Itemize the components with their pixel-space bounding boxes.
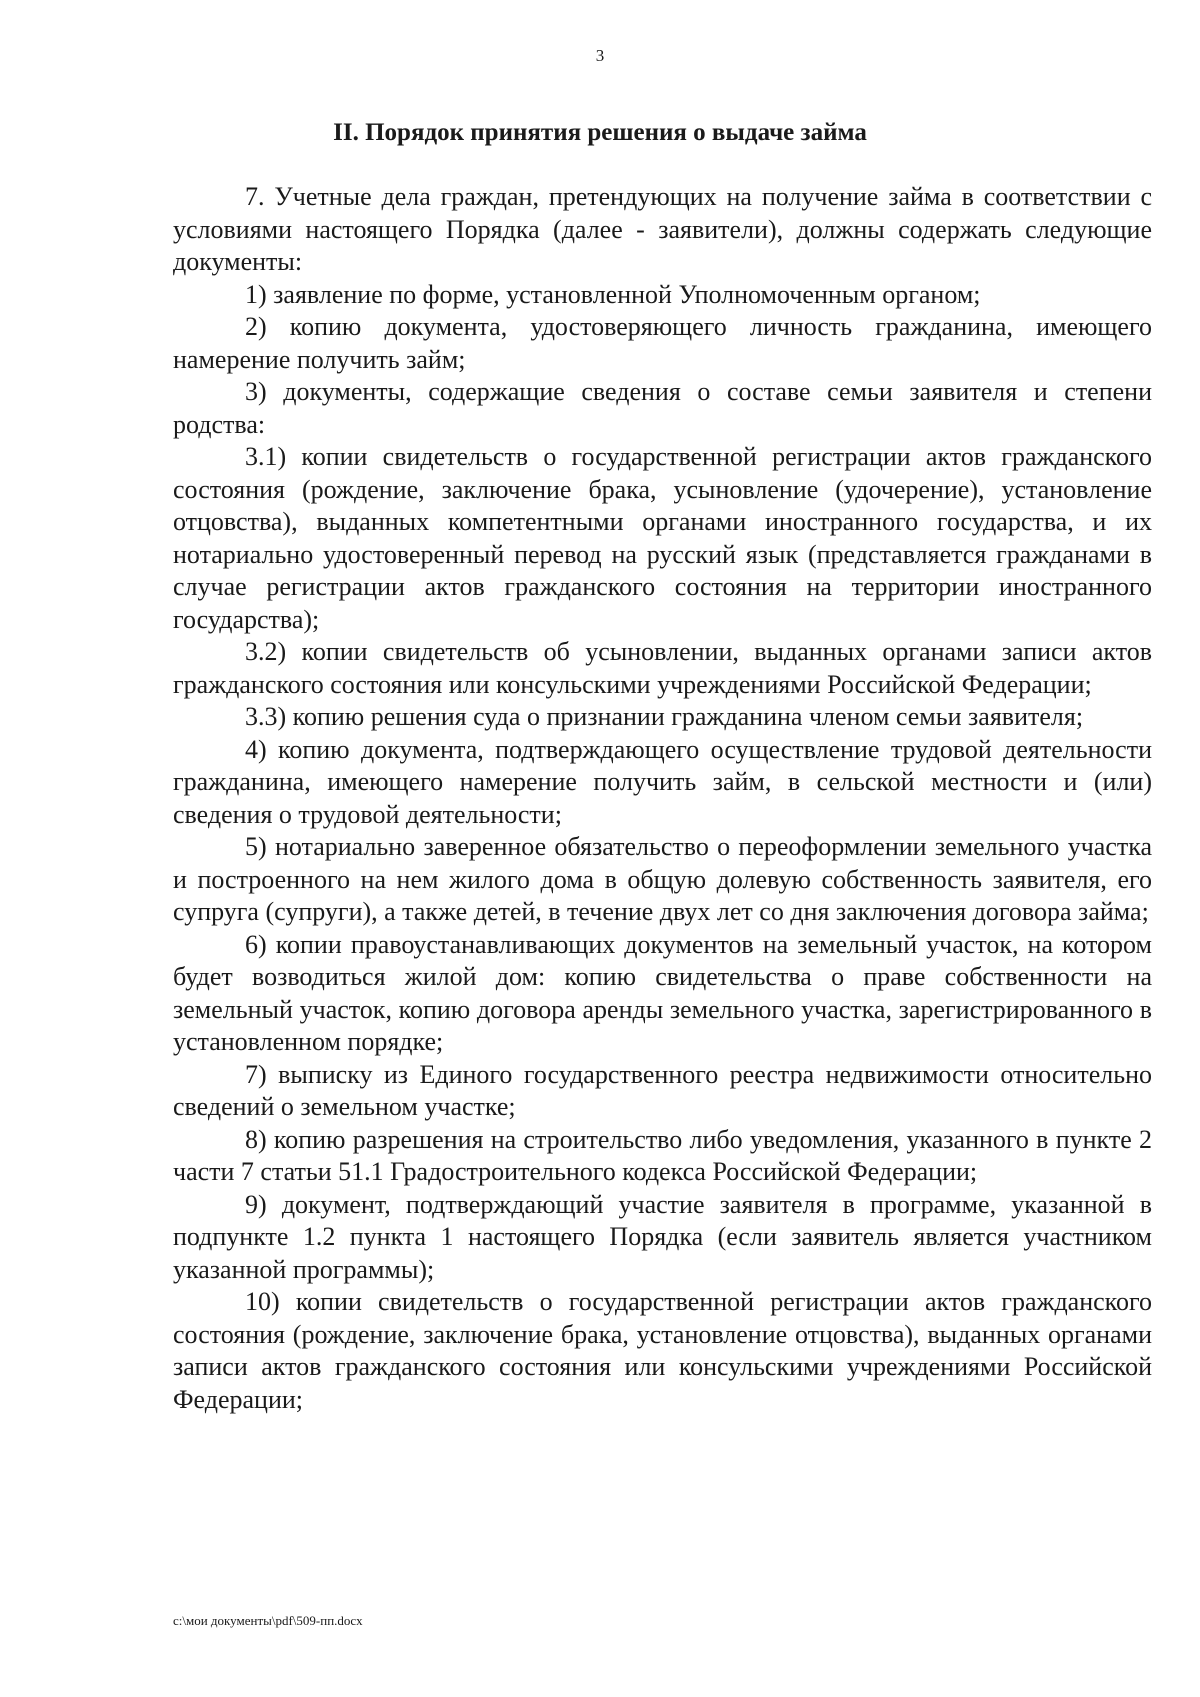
item-7: 7) выписку из Единого государственного реестра недвижимости относительно сведений о земельном участке; [173,1059,1152,1121]
section-title: II. Порядок принятия решения о выдаче займа [333,119,867,146]
item-10: 10) копии свидетельств о государственной регистрации актов гражданского состояния (рождение, заключение брака, установление отцовства), выданных органами записи актов гражданского состояния или консульскими учреждениями Российской Федерации; [173,1287,1152,1414]
item-5: 5) нотариально заверенное обязательство о переоформлении земельного участка и построенного на нем жилого дома в общую долевую собственность заявителя, его супруга (супруги), а также детей, в течение двух лет со дня заключения договора займа; [173,832,1152,926]
item-2: 2) копию документа, удостоверяющего личность гражданина, имеющего намерение получить займ; [173,312,1152,374]
item-3-2: 3.2) копии свидетельств об усыновлении, выданных органами записи актов гражданского состояния или консульскими учреждениями Российской Федерации; [173,637,1152,699]
item-9: 9) документ, подтверждающий участие заявителя в программе, указанной в подпункте 1.2 пункта 1 настоящего Порядка (если заявитель является участником указанной программы); [173,1189,1152,1284]
item-1: 1) заявление по форме, установленной Уполномоченным органом; [245,279,981,309]
item-8: 8) копию разрешения на строительство либо уведомления, указанного в пункте 2 части 7 статьи 51.1 Градостроительного кодекса Российской Федерации; [173,1124,1152,1186]
footer-file-path: c:\мои документы\pdf\509-пп.docx [173,1613,363,1628]
paragraph-7: 7. Учетные дела граждан, претендующих на получение займа в соответствии с условиями настоящего Порядка (далее - заявители), должны содержать следующие документы: [173,182,1152,276]
item-3-3: 3.3) копию решения суда о признании гражданина членом семьи заявителя; [245,702,1084,731]
item-3-1: 3.1) копии свидетельств о государственной регистрации актов гражданского состояния (рождение, заключение брака, усыновление (удочерение), установление отцовства), выданных компетентными органами иностранного государства, и их нотариально удостоверенный перевод на русский язык (представляется гражданами в случае регистрации актов гражданского состояния на территории иностранного государства); [173,442,1152,634]
document-body [173,181,1152,1416]
item-4: 4) копию документа, подтверждающего осуществление трудовой деятельности гражданина, имеющего намерение получить займ, в сельской местности и (или) сведения о трудовой деятельности; [173,734,1152,829]
item-3: 3) документы, содержащие сведения о составе семьи заявителя и степени родства: [173,377,1152,439]
item-6: 6) копии правоустанавливающих документов на земельный участок, на котором будет возводиться жилой дом: копию свидетельства о праве собственности на земельный участок, копию договора аренды земельного участка, зарегистрированного в установленном порядке; [173,929,1152,1056]
page-number: 3 [595,46,605,65]
